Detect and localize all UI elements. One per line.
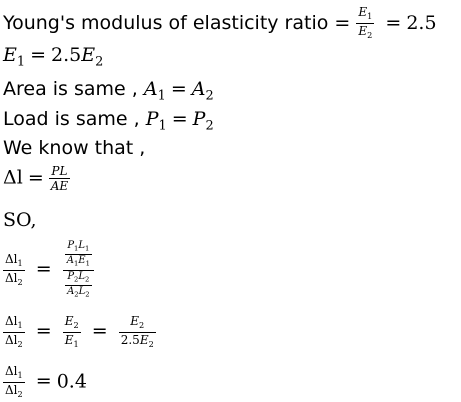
delta-l-ratio-2: $\frac{\Delta l_1}{\Delta l_2}$ bbox=[5, 314, 23, 349]
we-know-line: We know that , bbox=[3, 137, 146, 159]
ratio-text: Young's modulus of elasticity ratio = bbox=[3, 11, 351, 34]
ratio-line: Young's modulus of elasticity ratio = $\frac{E_1}{E_2}$ = 2.5 bbox=[3, 5, 437, 40]
e1-over-e2-fraction: $\frac{E_1}{E_2}$ bbox=[358, 5, 373, 40]
load-line: Load is same , $P_1 = P_2$ bbox=[3, 108, 214, 134]
delta-l-ratio: $\frac{\Delta l_1}{\Delta l_2}$ bbox=[5, 251, 23, 287]
compound-fraction-line: $\frac{\Delta l_1}{\Delta l_2}$ = $\frac{\frac{P_1L_1}{A_1E_1}}{\frac{P_2L_2}{A_2L_2}}$ bbox=[3, 240, 94, 301]
ratio-value: 2.5 bbox=[406, 11, 437, 34]
pl-over-ae-fraction: $\frac{PL}{AE}$ bbox=[50, 164, 69, 193]
result-line: $\frac{\Delta l_1}{\Delta l_2}$ = 0.4 bbox=[5, 364, 87, 399]
inner-bottom-fraction: $\frac{P_2L_2}{A_2L_2}$ bbox=[67, 270, 90, 299]
e1-equation: $E_1 = 2.5E_2$ bbox=[3, 44, 104, 70]
so-line: SO, bbox=[3, 209, 37, 231]
area-line: Area is same , $A_1 = A_2$ bbox=[3, 78, 214, 104]
ratio-substitution-line: $\frac{\Delta l_1}{\Delta l_2}$ = $\frac{E_2}{E_1}$ = $\frac{E_2}{2.5E_2}$ bbox=[5, 314, 154, 349]
result-value: 0.4 bbox=[56, 370, 87, 393]
delta-l-ratio-3: $\frac{\Delta l_1}{\Delta l_2}$ bbox=[5, 364, 23, 399]
e2-over-2-5e2-fraction: $\frac{E_2}{2.5E_2}$ bbox=[120, 314, 154, 349]
e2-over-e1-fraction: $\frac{E_2}{E_1}$ bbox=[64, 314, 79, 349]
delta-l-formula: Δl = $\frac{PL}{AE}$ bbox=[3, 164, 69, 193]
compound-fraction bbox=[63, 240, 94, 301]
inner-top-fraction: $\frac{P_1L_1}{A_1E_1}$ bbox=[66, 240, 90, 268]
